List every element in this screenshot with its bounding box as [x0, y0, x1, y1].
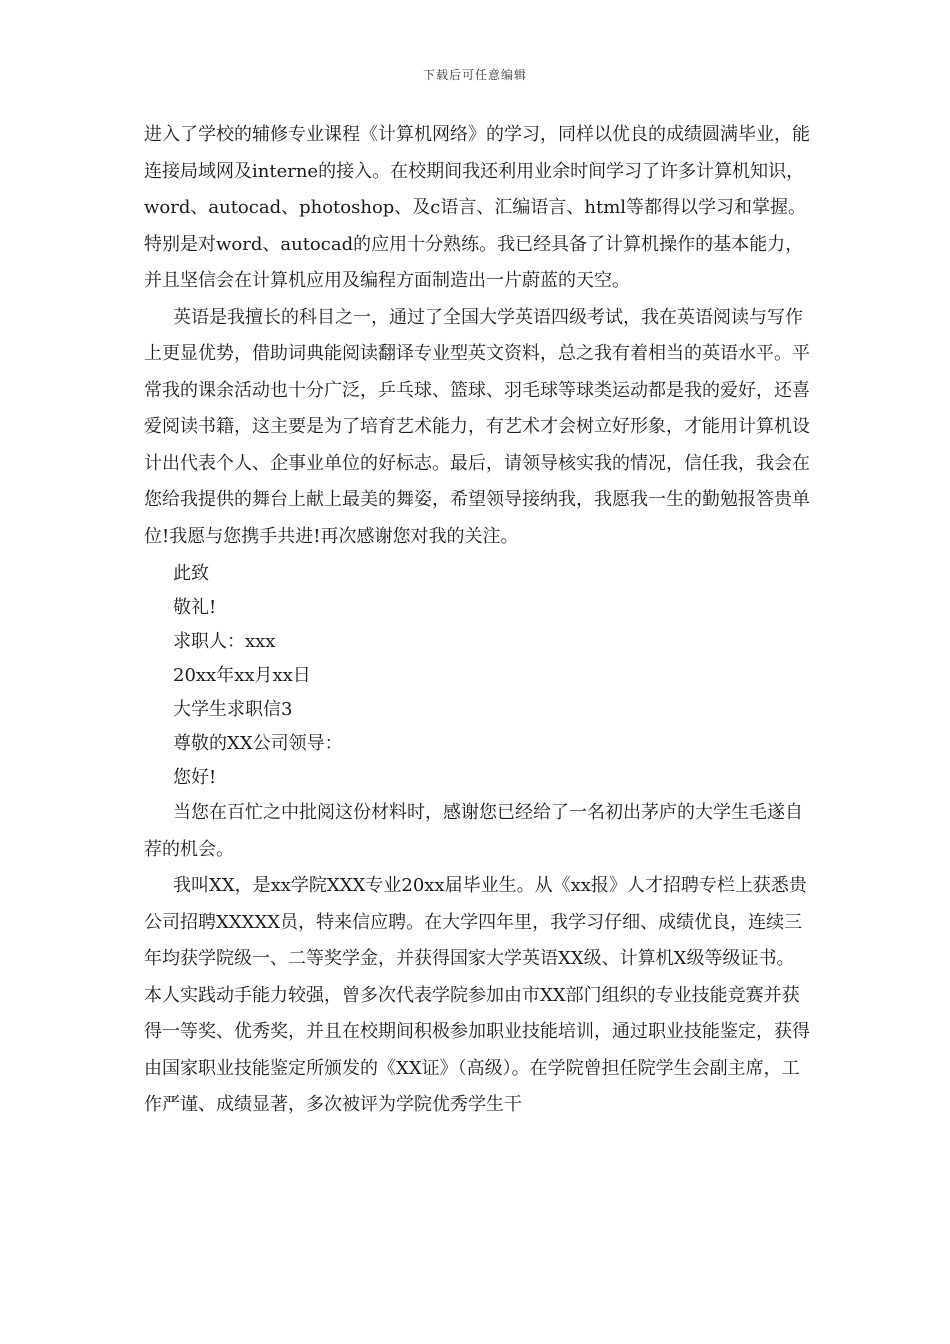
paragraph-english-skills: 英语是我擅长的科目之一，通过了全国大学英语四级考试，我在英语阅读与写作上更显优势，借助词典能阅读翻译专业型英文资料，总之我有着相当的英语水平。平常我的课余活动也十分广泛，乒乓球、篮球、羽毛球等球类运动都是我的爱好，还喜爱阅读书籍，这主要是为了培育艺术能力，有艺术才会树立好形象，才能用计算机设计出代表个人、企事业单位的好标志。最后，请领导核实我的情况，信任我，我会在您给我提供的舞台上献上最美的舞姿，希望领导接纳我，我愿我一生的勤勉报答贵单位!我愿与您携手共进!再次感谢您对我的关注。 [144, 306, 810, 547]
letter-greeting: 尊敬的XX公司领导： [173, 733, 343, 754]
section-title: 大学生求职信3 [173, 699, 293, 720]
page-header: 下载后可任意编辑 [422, 68, 527, 82]
closing-regards: 敬礼! [173, 597, 217, 618]
document-body [144, 117, 810, 1124]
paragraph-background: 我叫XX，是xx学院XXX专业20xx届毕业生。从《xx报》人才招聘专栏上获悉贵公司招聘XXXXX员，特来信应聘。在大学四年里，我学习仔细、成绩优良，连续三年均获学院级一、二等奖学金，并获得国家大学英语XX级、计算机X级等级证书。本人实践动手能力较强，曾多次代表学院参加由市XX部门组织的专业技能竞赛并获得一等奖、优秀奖，并且在校期间积极参加职业技能培训，通过职业技能鉴定，获得由国家职业技能鉴定所颁发的《XX证》（高级）。在学院曾担任院学生会副主席，工作严谨、成绩显著，多次被评为学院优秀学生干 [144, 875, 810, 1115]
letter-date: 20xx年xx月xx日 [173, 665, 311, 686]
paragraph-intro: 当您在百忙之中批阅这份材料时，感谢您已经给了一名初出茅庐的大学生毛遂自荐的机会。 [144, 802, 803, 860]
letter-hello: 您好! [173, 767, 217, 788]
signer: 求职人：xxx [173, 631, 276, 652]
paragraph-computer-skills: 进入了学校的辅修专业课程《计算机网络》的学习，同样以优良的成绩圆满毕业，能连接局域网及interne的接入。在校期间我还利用业余时间学习了许多计算机知识，word、autocad、photoshop、及c语言、汇编语言、html等都得以学习和掌握。特别是对word、autocad的应用十分熟练。我已经具备了计算机操作的基本能力，并且坚信会在计算机应用及编程方面制造出一片蔚蓝的天空。 [144, 124, 810, 291]
closing-block [144, 557, 810, 795]
closing-salutation: 此致 [173, 563, 209, 584]
